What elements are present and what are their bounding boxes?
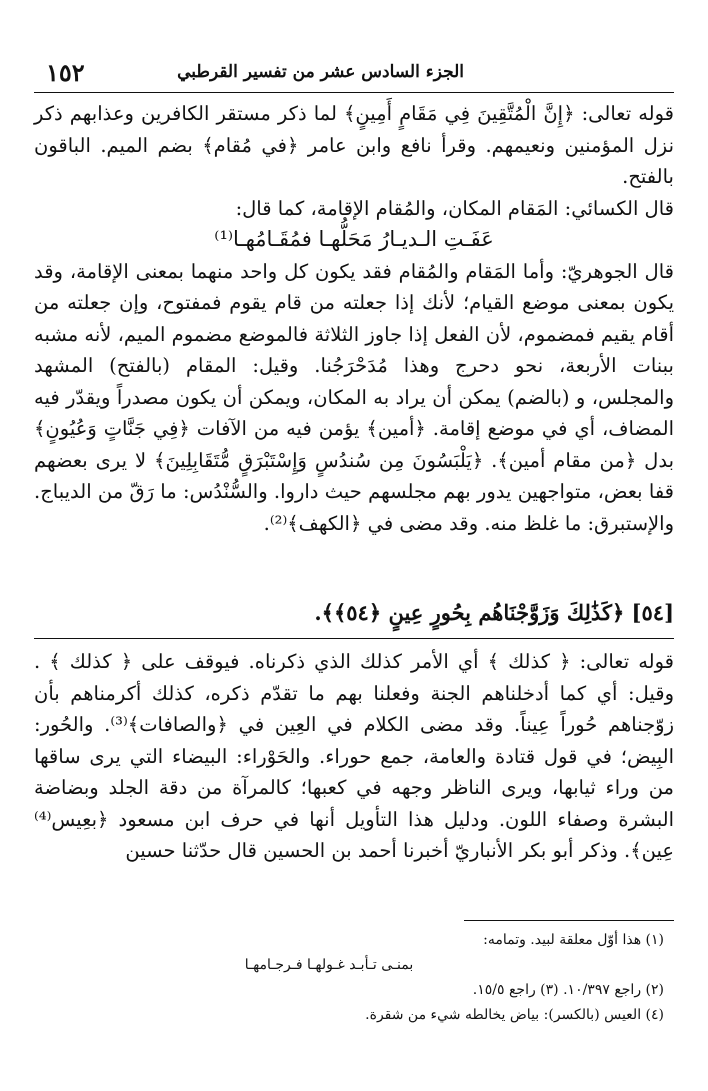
section-rule — [34, 638, 674, 639]
paragraph: قوله تعالى: ﴿ كذلك ﴾ أي الأمر كذلك الذي ذكرناه. فيوقف على ﴿ كذلك ﴾ . وقيل: أي كما أدخلناهم الجنة وفعلنا بهم ما تقدّم ذكره، كذلك أكرمناهم بأن زوّجناهم حُوراً عِيناً. وقد مضى الكلام في العِين في ﴿والصافات﴾⁽³⁾. والحُور: البِيض؛ في قول قتادة والعامة، جمع حوراء. والحَوْراء: البيضاء التي يرى ساقها من وراء ثيابها، ويرى الناظر وجهه في كعبها؛ كالمرآة من دقة الجلد وبضاضة البشرة وصفاء اللون. ودليل هذا التأويل أنها في حرف ابن مسعود ﴿بعِيس⁽⁴⁾ عِين﴾. وذكر أبو بكر الأنباريّ أخبرنا أحمد بن الحسين قال حدّثنا حسين — [34, 650, 674, 862]
footnote-verse: بمنـى تـأبـد غـولهـا فـرجـامهـا — [244, 957, 414, 973]
paragraph: قال الجوهريّ: وأما المَقام والمُقام فقد يكون كل واحد منهما بمعنى الإقامة، وقد يكون بمعنى موضع القيام؛ لأنك إذا جعلته من قام يقوم فمفتوح، وإن جعلته من أقام يقيم فمضموم، لأن الفعل إذا جاوز الثلاثة فالموضع مضموم الميم، لأنه مشبه ببنات الأربعة، نحو دحرج وهذا مُدَحْرَجُنا. وقيل: المقام (بالفتح) المشهد والمجلس، و (بالضم) يمكن أن يراد به المكان، ويمكن أن يكون مصدراً ويقدّر فيه المضاف، أي في موضع إقامة. ﴿أمين﴾ يؤمن فيه من الآفات ﴿فِي جَنَّاتٍ وَعُيُونٍ﴾ بدل ﴿من مقام أمين﴾. ﴿يَلْبَسُونَ مِن سُندُسٍ وَإِسْتَبْرَقٍ مُّتَقَابِلِينَ﴾ لا يرى بعضهم قفا بعض، متواجهين يدور بهم مجلسهم حيث داروا. والسُّنْدُس: ما رَقّ من الديباج. والإستبرق: ما غلظ منه. وقد مضى في ﴿الكهف﴾⁽²⁾. — [34, 259, 674, 535]
poetry-verse: عَفَـتِ الـديـارُ مَحَلُّهـا فمُقَـامُهـا⁽¹⁾ — [214, 227, 494, 251]
paragraph: قوله تعالى: ﴿إِنَّ الْمُتَّقِينَ فِي مَقَامٍ أَمِينٍ﴾ لما ذكر مستقر الكافرين وعذابهم ذكر نزل المؤمنين ونعيمهم. وقرأ نافع وابن عامر ﴿في مُقام﴾ بضم الميم. الباقون بالفتح. — [34, 102, 674, 188]
verse-heading: [٥٤] ﴿كَذَٰلِكَ وَزَوَّجْنَاهُم بِحُورٍ عِينٍ ﴿٥٤﴾﴾. — [314, 600, 674, 625]
footnote: (٢) راجع ١٠/٣٩٧. (٣) راجع ١٥/٥. — [472, 982, 664, 998]
page-number: ١٥٢ — [46, 58, 85, 87]
paragraph: قال الكسائي: المَقام المكان، والمُقام الإقامة، كما قال: — [235, 196, 674, 220]
footnote: (٤) العيس (بالكسر): بياض يخالطه شيء من شقرة. — [365, 1007, 664, 1023]
running-title: الجزء السادس عشر من تفسير القرطبي — [177, 62, 464, 82]
footnote: (١) هذا أوّل معلقة لبيد. وتمامه: — [483, 932, 664, 948]
body-text-lower — [34, 646, 674, 867]
header-rule — [34, 92, 674, 93]
page-header — [34, 56, 674, 90]
footnote-rule — [464, 920, 674, 921]
body-text-upper — [34, 98, 674, 539]
page — [34, 56, 674, 1023]
footnotes — [34, 928, 664, 1028]
